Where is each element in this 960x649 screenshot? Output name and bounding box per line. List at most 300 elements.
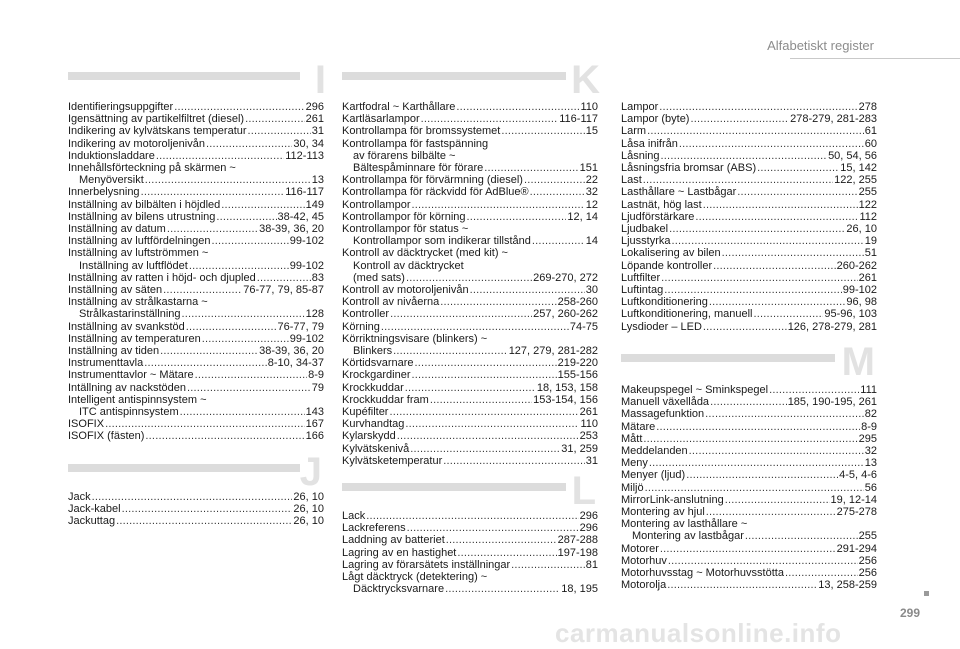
dot-leader <box>645 482 864 494</box>
index-entry <box>68 272 324 284</box>
index-entry <box>342 559 598 571</box>
dot-leader <box>221 199 304 211</box>
index-term: Mätare <box>621 420 656 433</box>
index-entry <box>342 125 598 137</box>
index-entry <box>342 150 598 162</box>
index-page-ref: 4-5, 4-6 <box>839 469 877 482</box>
index-page-ref: 32 <box>585 186 598 199</box>
index-entry <box>342 321 598 333</box>
index-page-ref: 83 <box>311 271 324 284</box>
index-term: Däcktrycksvarnare <box>353 583 445 596</box>
index-term: Lokalisering av bilen <box>621 247 721 260</box>
index-term: Meny <box>621 457 648 470</box>
index-page-ref: 8-10, 34-37 <box>267 357 324 370</box>
index-entry <box>342 522 598 534</box>
index-page-ref: 166 <box>305 430 324 443</box>
index-term: Låsa inifrån <box>621 137 678 150</box>
index-entry <box>342 308 598 320</box>
index-entry <box>68 223 324 235</box>
index-page-ref: 151 <box>579 162 598 175</box>
section-bar <box>621 354 835 362</box>
index-term: Last <box>621 174 642 187</box>
dot-leader <box>643 433 857 445</box>
index-entry <box>68 491 324 503</box>
index-entry <box>342 174 598 186</box>
index-term: Montering av lastbågar <box>632 530 744 543</box>
index-entry <box>342 547 598 559</box>
index-term: Kontroller <box>342 308 390 321</box>
index-term: Lampor <box>621 101 659 113</box>
index-entry <box>621 518 877 530</box>
page-number: 299 <box>900 606 921 620</box>
index-page-ref: 155-156 <box>557 369 598 382</box>
index-page-ref: 38-39, 36, 20 <box>259 345 324 358</box>
index-entry <box>68 503 324 515</box>
index-entry <box>342 534 598 546</box>
index-term: Kupéfilter <box>342 406 389 419</box>
index-term: Kontrollampa för bromssystemet <box>342 125 501 138</box>
index-page-ref: 18, 195 <box>561 583 598 596</box>
index-term: Igensättning av partikelfiltret (diesel) <box>68 113 245 126</box>
index-page-ref: 128 <box>305 308 324 321</box>
index-term: Kurvhandtag <box>342 418 405 431</box>
index-term: Inställning av tiden <box>68 345 160 358</box>
index-page-ref: 14 <box>585 235 598 248</box>
index-page-ref: 8-9 <box>308 369 324 382</box>
index-term: Miljö <box>621 481 644 494</box>
dot-leader <box>141 186 285 198</box>
index-entry <box>68 308 324 320</box>
index-entry <box>621 235 877 247</box>
index-term: Makeupspegel ~ Sminkspegel <box>621 384 769 396</box>
index-term: Meddelanden <box>621 445 688 458</box>
dot-leader <box>649 457 864 469</box>
index-entry <box>68 101 324 113</box>
index-entry <box>342 443 598 455</box>
index-entry <box>621 469 877 481</box>
section-letter: J <box>299 450 322 494</box>
index-entry <box>342 272 598 284</box>
index-page-ref: 167 <box>305 418 324 431</box>
dot-leader <box>366 510 578 522</box>
index-page-ref: 261 <box>858 271 877 284</box>
dot-leader <box>389 406 578 418</box>
header-rule <box>790 58 960 59</box>
index-term: Kylvätskenivå <box>342 442 410 455</box>
index-page-ref: 127, 279, 281-282 <box>508 345 598 358</box>
index-entry <box>68 430 324 442</box>
dot-leader <box>245 113 305 125</box>
index-entry <box>68 138 324 150</box>
index-entry <box>342 260 598 272</box>
index-term: Laddning av batteriet <box>342 534 445 547</box>
index-page-ref: 56 <box>864 481 877 494</box>
index-term: Innerbelysning <box>68 186 140 199</box>
index-term: Blinkers <box>353 345 393 358</box>
index-entry <box>68 235 324 247</box>
index-term: Induktionsladdare <box>68 149 155 162</box>
index-term: Identifieringsuppgifter <box>68 101 174 113</box>
index-page-ref: 12 <box>585 198 598 211</box>
index-entry <box>621 543 877 555</box>
dot-leader <box>202 333 289 345</box>
index-entry <box>621 272 877 284</box>
index-entry <box>621 494 877 506</box>
index-page-ref: 261 <box>305 113 324 126</box>
dot-leader <box>92 491 293 503</box>
index-entry <box>621 199 877 211</box>
index-page-ref: 278-279, 281-283 <box>790 113 877 126</box>
index-term: Kontrollampor för körning <box>342 210 466 223</box>
index-page-ref: 256 <box>858 554 877 567</box>
index-entry <box>621 284 877 296</box>
section-letter: K <box>571 58 600 102</box>
dot-leader <box>390 308 532 320</box>
index-page-ref: 51 <box>864 247 877 260</box>
dot-leader <box>445 583 560 595</box>
index-term: av förarens bilbälte ~ <box>353 149 456 162</box>
index-page-ref: 291-294 <box>836 542 877 555</box>
index-entry <box>621 101 877 113</box>
index-term: Kartläsarlampor <box>342 113 420 126</box>
index-entry <box>68 162 324 174</box>
index-term: Krockkuddar <box>342 381 404 394</box>
dot-leader <box>703 199 858 211</box>
section-j <box>68 450 324 528</box>
index-entry <box>621 482 877 494</box>
dot-leader <box>737 186 857 198</box>
index-entry <box>342 296 598 308</box>
index-term: Lasthållare ~ Lastbågar <box>621 186 737 199</box>
dot-leader <box>686 469 838 481</box>
index-term: Jack-kabel <box>68 503 121 516</box>
dot-leader <box>695 211 858 223</box>
dot-leader <box>713 260 836 272</box>
dot-leader <box>116 515 292 527</box>
index-entry <box>68 321 324 333</box>
index-term: Kontroll av däcktrycket <box>353 259 464 272</box>
index-page-ref: 15, 142 <box>840 162 877 175</box>
index-page-ref: 126, 278-279, 281 <box>787 320 877 333</box>
index-page-ref: 111 <box>860 384 877 396</box>
index-entry <box>342 211 598 223</box>
index-term: Indikering av motoroljenivån <box>68 137 205 150</box>
dot-leader <box>381 321 569 333</box>
index-entry <box>621 186 877 198</box>
dot-leader <box>187 382 311 394</box>
index-page-ref: 99-102 <box>842 284 877 297</box>
index-page-ref: 96, 98 <box>846 296 877 309</box>
index-term: Kontrollampa för fastspänning <box>342 137 489 150</box>
index-entry <box>68 260 324 272</box>
index-term: Luftintag <box>621 284 664 297</box>
index-term: Kontrollampor <box>342 198 411 211</box>
index-entry <box>342 357 598 369</box>
index-page-ref: 99-102 <box>289 235 324 248</box>
dot-leader <box>405 418 579 430</box>
index-entry <box>621 113 877 125</box>
index-page-ref: 110 <box>580 101 598 113</box>
index-entry <box>68 382 324 394</box>
index-page-ref: 269-270, 272 <box>533 271 598 284</box>
dot-leader <box>656 421 860 433</box>
dot-leader <box>206 138 292 150</box>
index-page-ref: 99-102 <box>289 332 324 345</box>
index-entry <box>621 396 877 408</box>
index-page-ref: 257, 260-262 <box>533 308 598 321</box>
index-entry <box>621 223 877 235</box>
index-entry <box>68 186 324 198</box>
index-entry <box>342 186 598 198</box>
dot-leader <box>647 125 864 137</box>
index-entry <box>621 296 877 308</box>
index-entry <box>342 333 598 345</box>
index-page-ref: 76-77, 79 <box>277 320 324 333</box>
dot-leader <box>689 445 864 457</box>
section-m <box>621 340 877 592</box>
index-page-ref: 143 <box>305 406 324 419</box>
index-entry <box>342 571 598 583</box>
index-entry <box>68 394 324 406</box>
index-page-ref: 255 <box>858 186 877 199</box>
index-page-ref: 99-102 <box>289 259 324 272</box>
index-page-ref: 13 <box>311 174 324 187</box>
index-term: Kylvätsketemperatur <box>342 454 443 467</box>
index-term: Innehållsförteckning på skärmen ~ <box>68 162 236 175</box>
index-page-ref: 22 <box>585 174 598 187</box>
index-term: Körning <box>342 320 380 333</box>
index-page-ref: 30, 34 <box>293 137 324 150</box>
index-entry <box>621 506 877 518</box>
index-entry <box>68 296 324 308</box>
dot-leader <box>248 125 311 137</box>
index-page-ref: 275-278 <box>836 506 877 519</box>
index-entry <box>68 247 324 259</box>
index-entry <box>68 515 324 527</box>
index-term: Montering av lasthållare ~ <box>621 518 748 531</box>
entry-list <box>621 101 877 333</box>
dot-leader <box>706 506 836 518</box>
dot-leader <box>216 211 276 223</box>
dot-leader <box>679 138 864 150</box>
dot-leader <box>410 443 560 455</box>
index-term: Lampor (byte) <box>621 113 690 126</box>
dot-leader <box>661 150 828 162</box>
index-term: Kontrollampor som indikerar tillstånd <box>353 235 531 248</box>
index-page-ref: 79 <box>311 381 324 394</box>
index-page-ref: 60 <box>864 137 877 150</box>
index-entry <box>68 211 324 223</box>
index-term: Larm <box>621 125 647 138</box>
index-term: Lagring av en hastighet <box>342 546 457 559</box>
dot-leader <box>122 503 293 515</box>
entry-list <box>68 101 324 443</box>
index-term: Inställning av luftströmmen ~ <box>68 247 209 260</box>
index-page-ref: 122 <box>858 198 877 211</box>
dot-leader <box>667 579 817 591</box>
index-entry <box>342 394 598 406</box>
index-term: Motorhuvsstag ~ Motorhuvsstötta <box>621 567 784 580</box>
index-entry <box>621 457 877 469</box>
index-entry <box>621 555 877 567</box>
index-page-ref: 253 <box>579 430 598 443</box>
index-term: Luftkonditionering, manuell <box>621 308 753 321</box>
index-page-ref: 149 <box>305 198 324 211</box>
index-entry <box>68 418 324 430</box>
dot-leader <box>167 223 258 235</box>
dot-leader <box>753 308 823 320</box>
index-page-ref: 61 <box>864 125 877 138</box>
index-term: (med sats) <box>353 271 405 284</box>
index-page-ref: 112-113 <box>285 149 324 162</box>
dot-leader <box>411 199 584 211</box>
index-entry <box>621 138 877 150</box>
index-entry <box>621 579 877 591</box>
dot-leader <box>406 272 532 284</box>
index-page-ref: 153-154, 156 <box>533 393 598 406</box>
dot-leader <box>703 321 787 333</box>
index-term: Mått <box>621 432 643 445</box>
section-letter: L <box>571 469 596 513</box>
section-header <box>68 58 326 102</box>
index-page-ref: 256 <box>858 567 877 580</box>
dot-leader <box>457 547 556 559</box>
section-l-continued <box>621 101 877 333</box>
index-entry <box>621 150 877 162</box>
dot-leader <box>725 494 830 506</box>
index-term: Motorhuv <box>621 554 667 567</box>
section-i <box>68 58 326 443</box>
index-entry <box>621 384 877 396</box>
dot-leader <box>785 567 858 579</box>
index-term: Instrumenttavla <box>68 357 144 370</box>
index-term: Kontroll av däcktrycket (med kit) ~ <box>342 247 508 260</box>
index-term: Jackuttag <box>68 515 116 528</box>
index-page-ref: 13 <box>864 457 877 470</box>
section-k <box>342 58 600 467</box>
index-entry <box>342 583 598 595</box>
index-entry <box>342 455 598 467</box>
index-entry <box>621 211 877 223</box>
index-entry <box>621 421 877 433</box>
index-term: Körtidsvarnare <box>342 357 414 370</box>
dot-leader <box>524 174 585 186</box>
section-bar <box>68 464 300 472</box>
index-term: Kartfodral ~ Karthållare <box>342 101 456 113</box>
index-page-ref: 13, 258-259 <box>818 579 877 592</box>
dot-leader <box>672 235 864 247</box>
dot-leader <box>769 384 859 396</box>
index-page-ref: 76-77, 79, 85-87 <box>243 284 324 297</box>
index-term: Inställning av luftfördelningen <box>68 235 211 248</box>
index-term: ITC antispinnsystem <box>79 406 179 419</box>
index-page-ref: 116-117 <box>285 186 324 199</box>
index-page-ref: 26, 10 <box>293 491 324 503</box>
index-term: Inställning av datum <box>68 223 166 236</box>
dot-leader <box>156 150 284 162</box>
index-term: Manuell växellåda <box>621 396 710 409</box>
index-entry <box>342 113 598 125</box>
index-page-ref: 295 <box>858 432 877 445</box>
index-page-ref: 82 <box>864 408 877 421</box>
dot-leader <box>182 308 305 320</box>
index-entry <box>621 321 877 333</box>
index-term: Strålkastarinställning <box>79 308 181 321</box>
index-page-ref: 8-9 <box>861 420 877 433</box>
index-term: Inställning av luftflödet <box>79 259 188 272</box>
index-page-ref: 50, 54, 56 <box>828 149 877 162</box>
index-entry <box>621 433 877 445</box>
dot-leader <box>407 522 579 534</box>
index-entry <box>68 369 324 381</box>
index-entry <box>68 150 324 162</box>
index-term: Menyer (ljud) <box>621 469 686 482</box>
dot-leader <box>144 357 267 369</box>
index-page-ref: 31 <box>311 125 324 138</box>
dot-leader <box>189 260 289 272</box>
index-term: Inställning av bilbälten i höjdled <box>68 198 221 211</box>
watermark: carmanualsonline.info <box>555 618 842 648</box>
dot-leader <box>484 162 578 174</box>
section-bar <box>342 483 566 491</box>
index-page-ref: 81 <box>585 558 598 571</box>
index-term: Lagring av förarsätets inställningar <box>342 558 511 571</box>
index-term: Inställning av strålkastarna ~ <box>68 296 208 309</box>
index-page-ref: 296 <box>305 101 324 113</box>
index-term: Krockkuddar fram <box>342 393 429 406</box>
index-page-ref: 197-198 <box>557 546 598 559</box>
index-term: Låsning <box>621 149 660 162</box>
section-header <box>621 340 877 384</box>
index-page-ref: 260-262 <box>836 259 877 272</box>
entry-list <box>621 384 877 591</box>
section-bar <box>68 72 300 80</box>
index-term: Kontrollampa för förvärmning (diesel) <box>342 174 523 187</box>
dot-leader <box>180 406 305 418</box>
index-term: Lastnät, hög last <box>621 198 702 211</box>
dot-leader <box>643 174 833 186</box>
index-page-ref: 287-288 <box>557 534 598 547</box>
dot-leader <box>664 284 842 296</box>
index-term: Intelligent antispinnsystem ~ <box>68 393 207 406</box>
dot-leader <box>530 186 585 198</box>
section-header <box>342 58 600 102</box>
dot-leader <box>105 418 305 430</box>
index-entry <box>342 162 598 174</box>
section-header <box>342 469 598 513</box>
index-term: Lackreferens <box>342 522 406 535</box>
index-entry <box>342 418 598 430</box>
dot-leader <box>211 235 288 247</box>
section-header <box>68 450 324 494</box>
index-page-ref: 26, 10 <box>293 503 324 516</box>
dot-leader <box>467 211 567 223</box>
index-entry <box>68 406 324 418</box>
index-term: Körriktningsvisare (blinkers) ~ <box>342 332 488 345</box>
index-page-ref: 296 <box>579 522 598 535</box>
index-page-ref: 185, 190-195, 261 <box>787 396 877 409</box>
index-term: Indikering av kylvätskans temperatur <box>68 125 247 138</box>
section-letter: M <box>841 340 875 384</box>
index-page-ref: 31 <box>585 454 598 467</box>
index-term: Bältespåminnare för förare <box>353 162 484 175</box>
index-entry <box>68 284 324 296</box>
index-entry <box>621 247 877 259</box>
dot-leader <box>722 247 864 259</box>
index-page-ref: 255 <box>858 530 877 543</box>
index-term: Montering av hjul <box>621 506 705 519</box>
index-entry <box>342 247 598 259</box>
